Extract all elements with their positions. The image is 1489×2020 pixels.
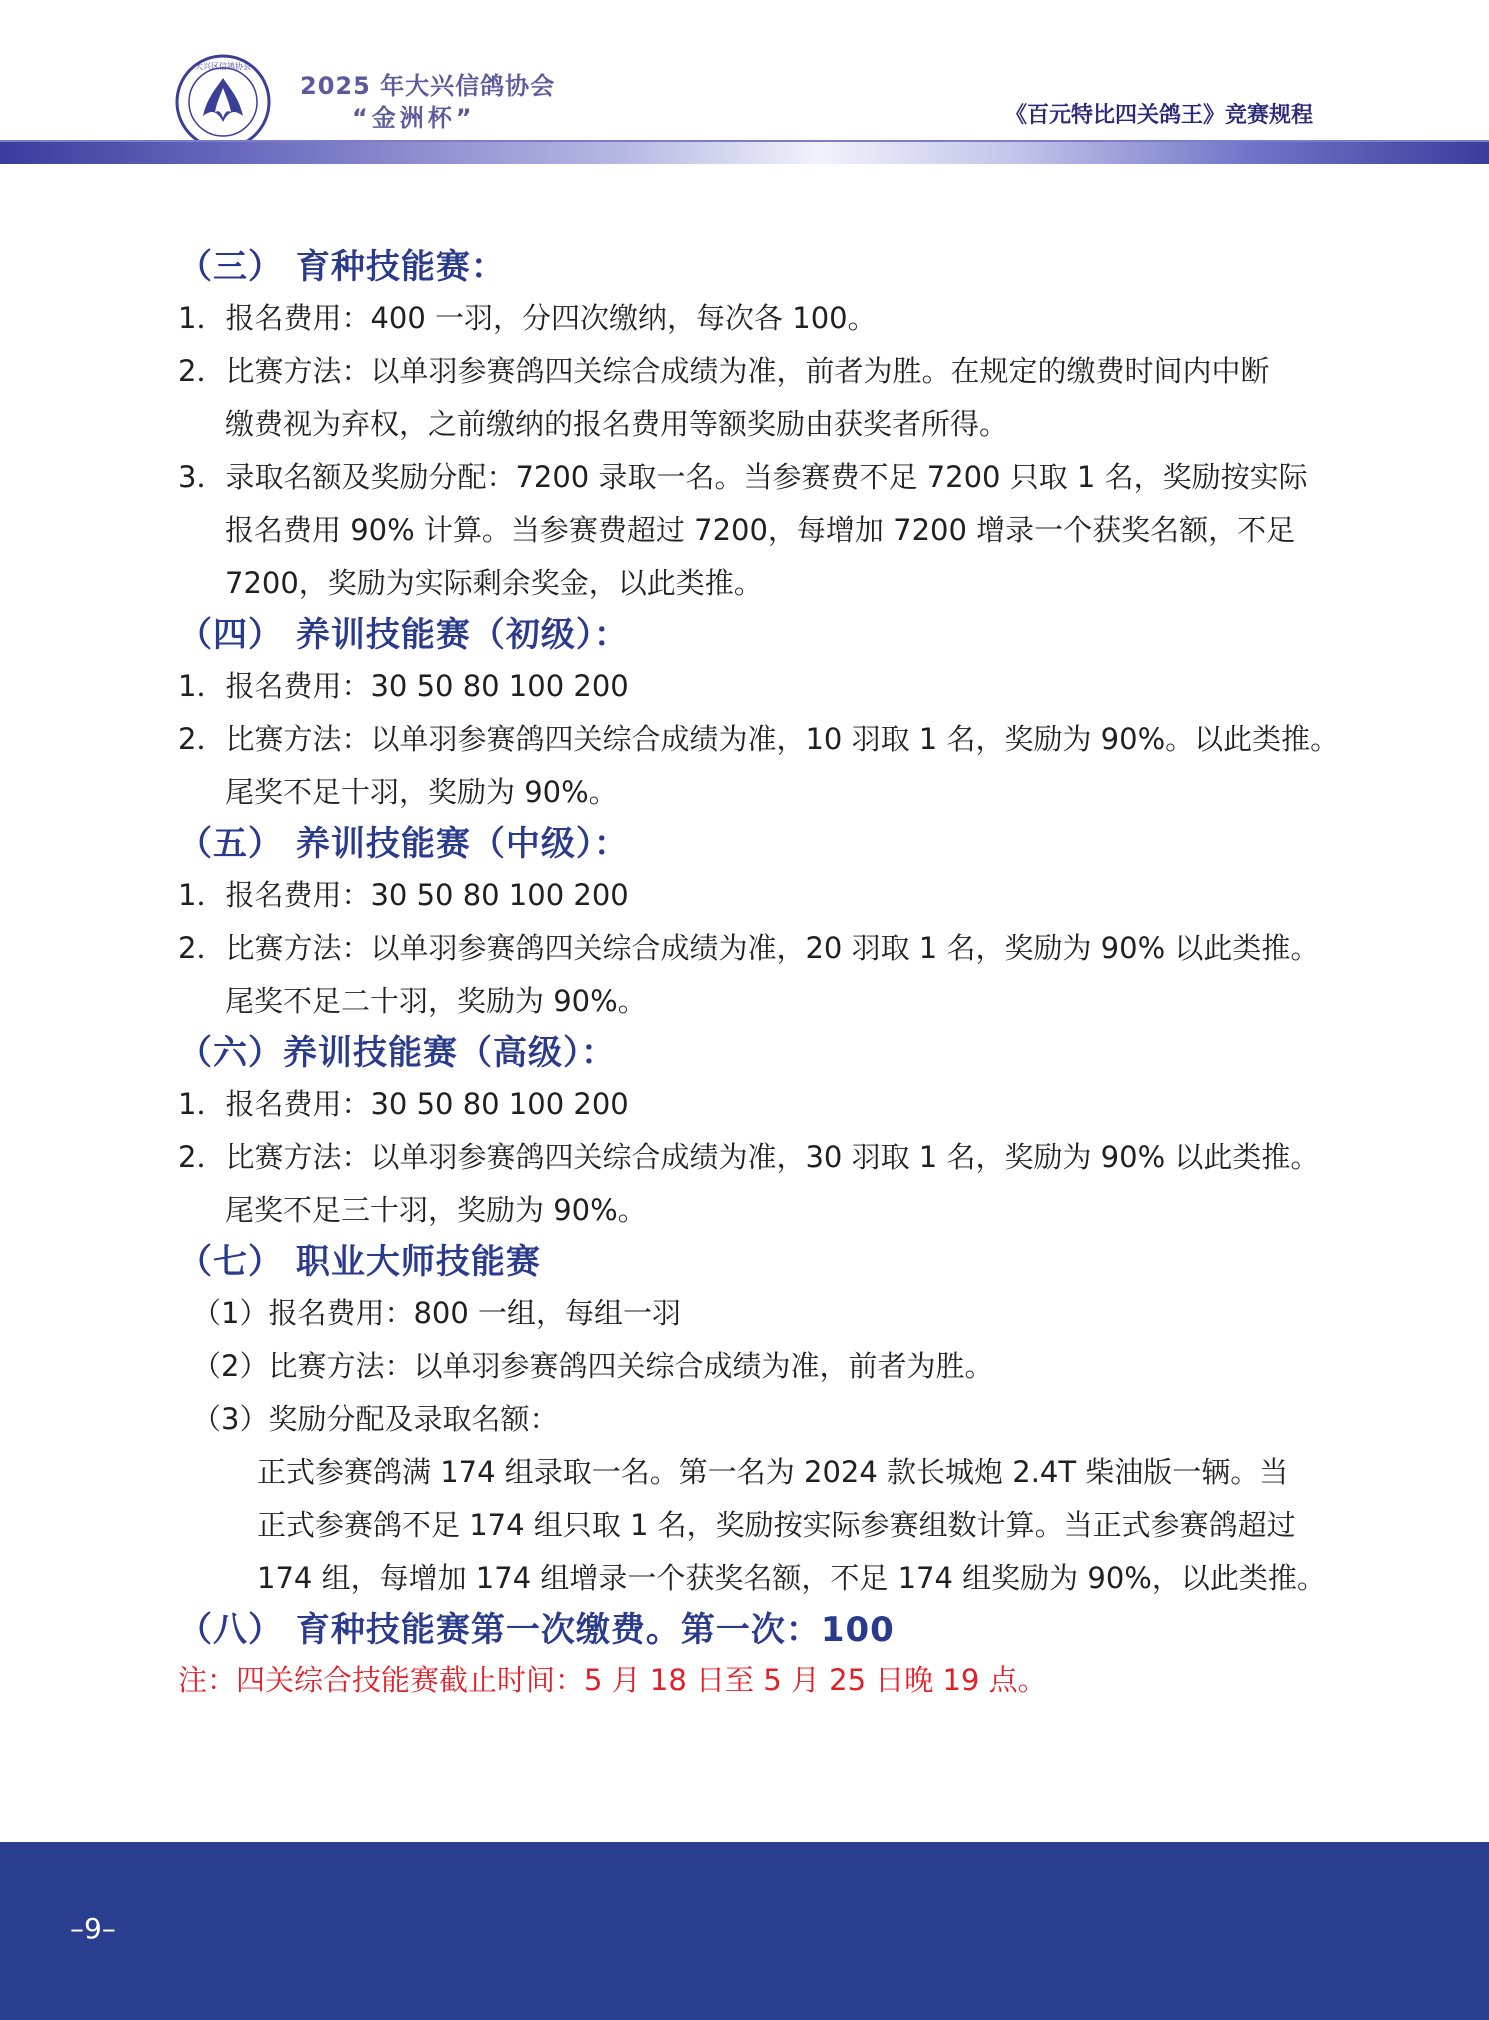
rule-line: 报名费用 90% 计算。当参赛费超过 7200，每增加 7200 增录一个获奖名额，不足 <box>225 513 1296 547</box>
rule-line: 正式参赛鸽不足 174 组只取 1 名，奖励按实际参赛组数计算。当正式参赛鸽超过 <box>257 1508 1296 1542</box>
deadline-note: 注：四关综合技能赛截止时间：5 月 18 日至 5 月 25 日晚 19 点。 <box>178 1663 1047 1697</box>
rule-line: 1．报名费用：30 50 80 100 200 <box>178 1087 629 1121</box>
rule-line: 1．报名费用：30 50 80 100 200 <box>178 669 629 703</box>
header-gradient-band <box>0 142 1489 164</box>
section-heading: （四） 养训技能赛（初级）： <box>178 615 629 655</box>
page-number: –9– <box>70 1912 116 1945</box>
rule-line: 尾奖不足二十羽，奖励为 90%。 <box>225 984 647 1018</box>
rule-line: 2．比赛方法：以单羽参赛鸽四关综合成绩为准，20 羽取 1 名，奖励为 90% 以此类推。 <box>178 931 1320 965</box>
association-logo-icon <box>175 54 271 150</box>
section-heading: （五） 养训技能赛（中级）： <box>178 824 629 864</box>
rule-line: （1）报名费用：800 一组，每组一羽 <box>192 1296 682 1330</box>
rule-line: （2）比赛方法：以单羽参赛鸽四关综合成绩为准，前者为胜。 <box>192 1349 994 1383</box>
page-header <box>0 0 1489 170</box>
page-footer <box>0 1842 1489 2020</box>
rule-line: 2．比赛方法：以单羽参赛鸽四关综合成绩为准，前者为胜。在规定的缴费时间内中断 <box>178 354 1270 388</box>
rule-line: 7200，奖励为实际剩余奖金，以此类推。 <box>225 566 763 600</box>
rule-line: 尾奖不足三十羽，奖励为 90%。 <box>225 1193 647 1227</box>
rule-line: 正式参赛鸽满 174 组录取一名。第一名为 2024 款长城炮 2.4T 柴油版一辆。当 <box>257 1455 1289 1489</box>
rule-line: 174 组，每增加 174 组增录一个获奖名额，不足 174 组奖励为 90%，以此类推。 <box>257 1561 1326 1595</box>
rule-line: 1．报名费用：400 一羽，分四次缴纳，每次各 100。 <box>178 301 877 335</box>
rule-line: （3）奖励分配及录取名额： <box>192 1402 559 1436</box>
rule-line: 1．报名费用：30 50 80 100 200 <box>178 878 629 912</box>
section-heading: （八） 育种技能赛第一次缴费。第一次：100 <box>178 1610 895 1650</box>
cup-name: “金洲杯” <box>352 104 476 132</box>
section-heading: （三） 育种技能赛： <box>178 247 506 287</box>
rule-line: 缴费视为弃权，之前缴纳的报名费用等额奖励由获奖者所得。 <box>225 407 1009 441</box>
rule-line: 3．录取名额及奖励分配：7200 录取一名。当参赛费不足 7200 只取 1 名，奖励按实际 <box>178 460 1308 494</box>
rule-line: 2．比赛方法：以单羽参赛鸽四关综合成绩为准，10 羽取 1 名，奖励为 90%。以此类推。 <box>178 722 1340 756</box>
section-heading: （七） 职业大师技能赛 <box>178 1242 541 1282</box>
rules-content <box>178 242 1340 1705</box>
association-name: 2025 年大兴信鸽协会 <box>300 72 556 100</box>
rule-line: 2．比赛方法：以单羽参赛鸽四关综合成绩为准，30 羽取 1 名，奖励为 90% 以此类推。 <box>178 1140 1320 1174</box>
rule-line: 尾奖不足十羽，奖励为 90%。 <box>225 775 618 809</box>
document-title: 《百元特比四关鸽王》竞赛规程 <box>1004 103 1313 128</box>
section-heading: （六）养训技能赛（高级）： <box>178 1033 616 1073</box>
svg-text:大兴区信鸽协会: 大兴区信鸽协会 <box>195 62 251 71</box>
